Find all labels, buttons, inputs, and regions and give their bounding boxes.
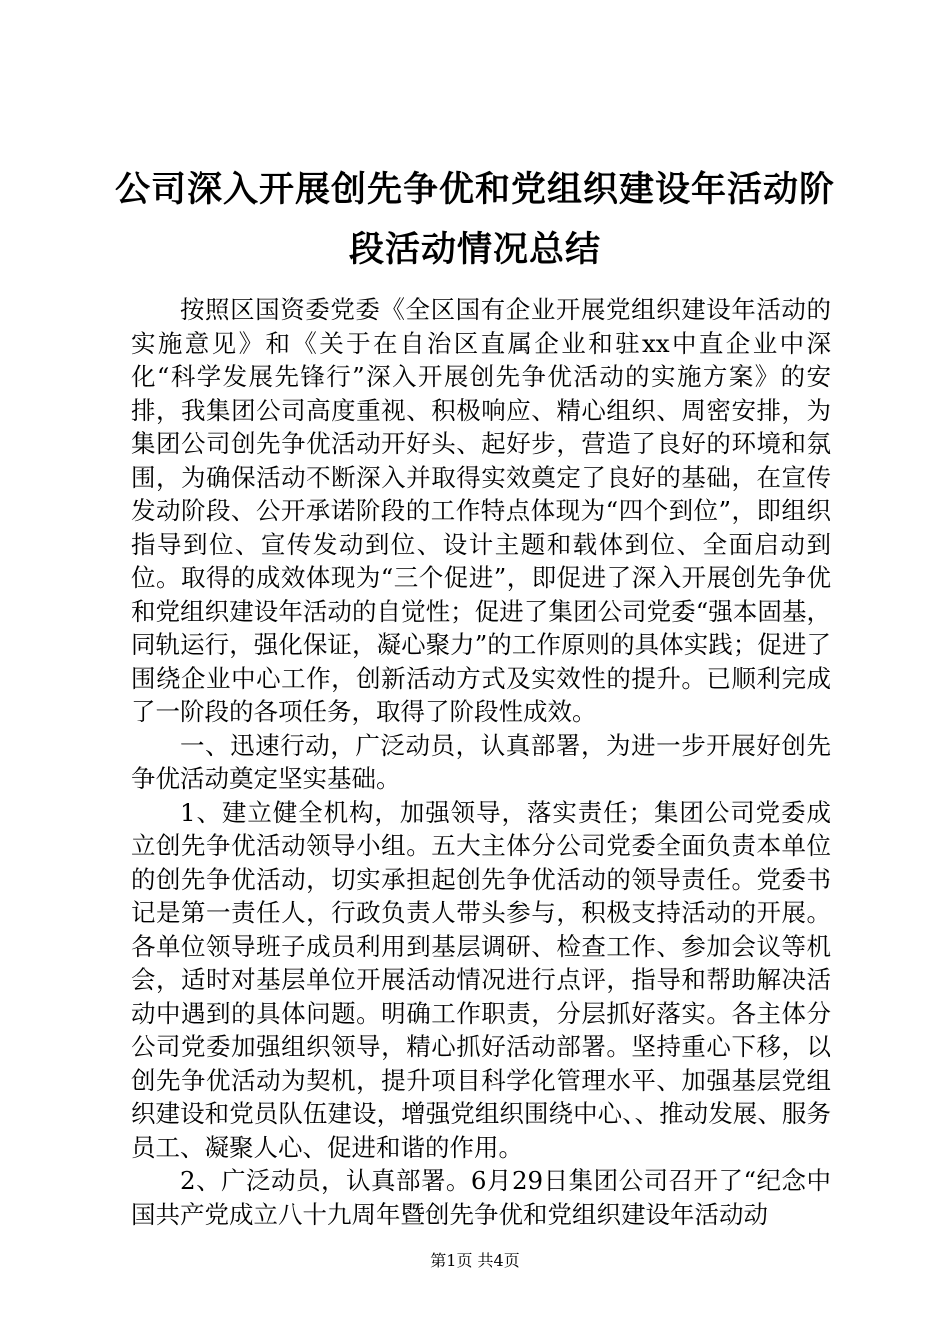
page-footer: 第1页 共4页 xyxy=(430,1251,520,1270)
paragraph-item-2: 2、广泛动员，认真部署。6月29日集团公司召开了“纪念中国共产党成立八十九周年暨创先争优和党组织建设年活动动 xyxy=(131,1166,831,1229)
paragraph-item-1: 1、建立健全机构，加强领导，落实责任；集团公司党委成立创先争优活动领导小组。五大主体分公司党委全面负责本单位的创先争优活动，切实承担起创先争优活动的领导责任。党委书记是第一责任人，行政负责人带头参与，积极支持活动的开展。各单位领导班子成员利用到基层调研、检查工作、参加会议等机会，适时对基层单位开展活动情况进行点评，指导和帮助解决活动中遇到的具体问题。明确工作职责，分层抓好落实。各主体分公司党委加强组织领导，精心抓好活动部署。坚持重心下移，以创先争优活动为契机，提升项目科学化管理水平、加强基层党组织建设和党员队伍建设，增强党组织围绕中心、、推动发展、服务员工、凝聚人心、促进和谐的作用。 xyxy=(131,797,831,1162)
document-title-line-1: 公司深入开展创先争优和党组织建设年活动阶 xyxy=(114,170,835,210)
document-body xyxy=(131,293,831,1231)
document-title-line-2: 段活动情况总结 xyxy=(348,230,601,270)
paragraph-intro: 按照区国资委党委《全区国有企业开展党组织建设年活动的实施意见》和《关于在自治区直属企业和驻xx中直企业中深化“科学发展先锋行”深入开展创先争优活动的实施方案》的安排，我集团公司高度重视、积极响应、精心组织、周密安排，为集团公司创先争优活动开好头、起好步，营造了良好的环境和氛围，为确保活动不断深入并取得实效奠定了良好的基础，在宣传发动阶段、公开承诺阶段的工作特点体现为“四个到位”，即组织指导到位、宣传发动到位、设计主题和载体到位、全面启动到位。取得的成效体现为“三个促进”，即促进了深入开展创先争优和党组织建设年活动的自觉性；促进了集团公司党委“强本固基，同轨运行，强化保证，凝心聚力”的工作原则的具体实践；促进了围绕企业中心工作，创新活动方式及实效性的提升。已顺利完成了一阶段的各项任务，取得了阶段性成效。 xyxy=(131,295,831,726)
paragraph-section-1-heading: 一、迅速行动，广泛动员，认真部署，为进一步开展好创先争优活动奠定坚实基础。 xyxy=(131,730,831,793)
